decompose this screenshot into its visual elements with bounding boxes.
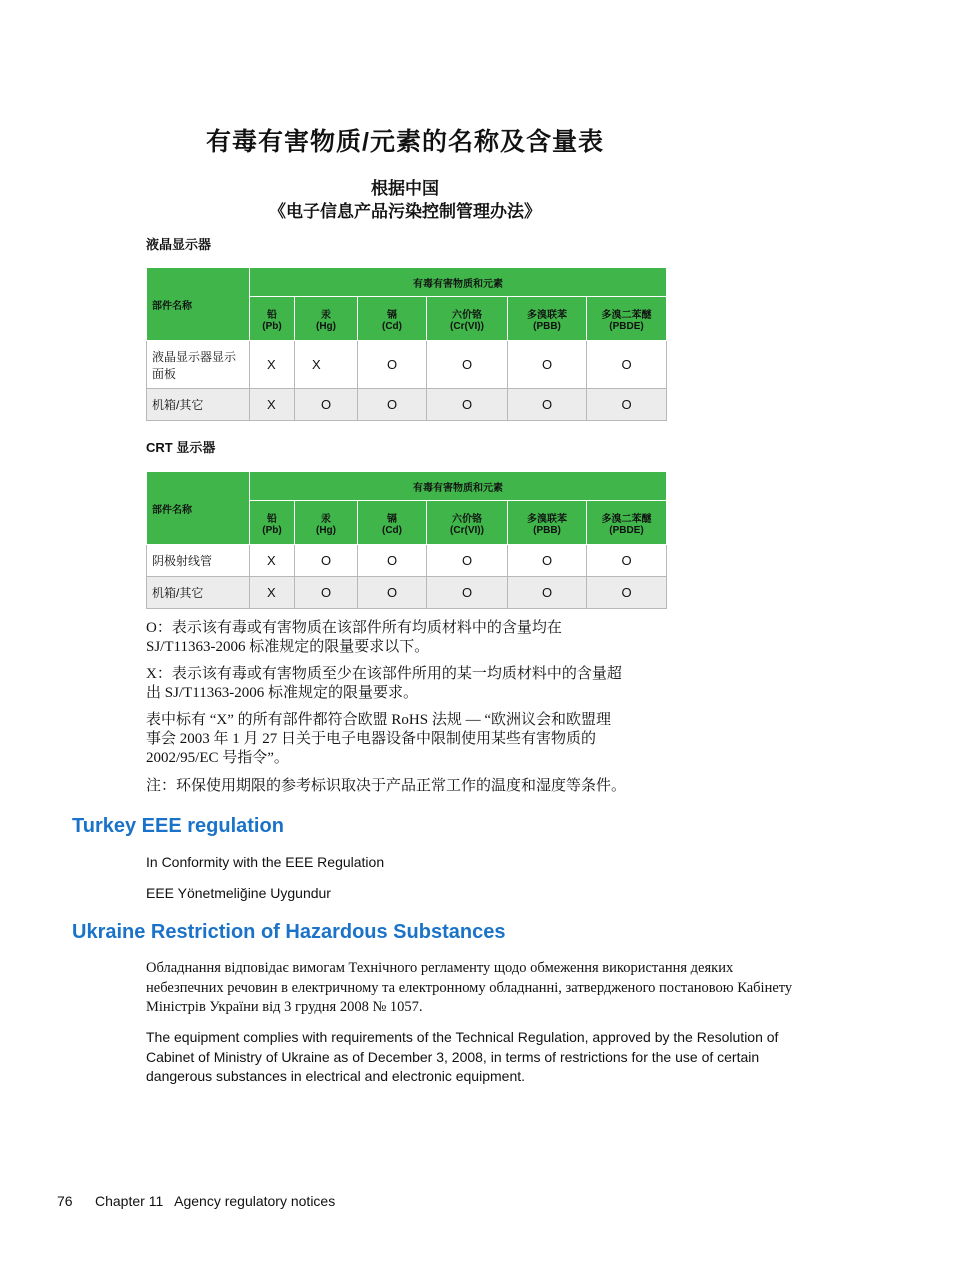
column-header: 铅 (Pb) — [250, 501, 295, 545]
note-o-definition: O：表示该有毒或有害物质在该部件所有均质材料中的含量均在 SJ/T11363-2006 标准规定的限量要求以下。 — [146, 620, 562, 655]
part-name: 机箱/其它 — [147, 577, 250, 609]
ukraine-paragraph-ua: Обладнання відповідає вимогам Технічного регламенту щодо обмеження використання деяких небезпечних речовин в електричному та електронному обладнанні, затвердженого постановою Кабінету Міністрів України від 3 грудня 2008 № 1057. — [146, 960, 793, 1015]
cell-value: O — [508, 545, 587, 577]
cell-value: O — [508, 341, 587, 389]
cell-value: O — [508, 577, 587, 609]
ukraine-paragraph-en: The equipment complies with requirements of the Technical Regulation, approved by the Resolution of Cabinet of Ministry of Ukraine as of December 3, 2008, in terms of restrictions for the use of certain dangerous substances in electrical and electronic equipment. — [146, 1029, 779, 1084]
cell-value: O — [427, 545, 508, 577]
part-name: 液晶显示器显示面板 — [147, 341, 250, 389]
column-header: 铅 (Pb) — [250, 297, 295, 341]
document-subtitle-line2: 《电子信息产品污染控制管理办法》 — [269, 202, 541, 221]
cell-value: O — [427, 577, 508, 609]
column-header: 多溴二苯醚 (PBDE) — [587, 501, 667, 545]
note-rohs-compliance: 表中标有 “X” 的所有部件都符合欧盟 RoHS 法规 — “欧洲议会和欧盟理 事会 2003 年 1 月 27 日关于电子电器设备中限制使用某些有害物质的 2002/95/EC 号指令”。 — [146, 712, 611, 766]
note-x-definition: X：表示该有毒或有害物质至少在该部件所用的某一均质材料中的含量超 出 SJ/T11363-2006 标准规定的限量要求。 — [146, 666, 622, 701]
document-subtitle-line1: 根据中国 — [371, 179, 439, 198]
document-title: 有毒有害物质/元素的名称及含量表 — [206, 128, 604, 156]
cell-value: O — [587, 341, 667, 389]
column-header: 多溴联苯 (PBB) — [508, 501, 587, 545]
cell-value: O — [295, 389, 358, 421]
turkey-conformity-tr: EEE Yönetmeliğine Uygundur — [146, 885, 331, 901]
column-header: 多溴联苯 (PBB) — [508, 297, 587, 341]
cell-value: O — [587, 577, 667, 609]
table-label-crt: CRT 显示器 — [146, 440, 216, 455]
page-number: 76 — [57, 1193, 73, 1209]
cell-value: O — [508, 389, 587, 421]
table-label-lcd: 液晶显示器 — [146, 237, 212, 252]
column-header: 汞 (Hg) — [295, 501, 358, 545]
cell-value: X — [250, 577, 295, 609]
table-row — [147, 341, 667, 389]
cell-value: O — [587, 389, 667, 421]
cell-value: X — [295, 341, 358, 389]
column-header: 多溴二苯醚 (PBDE) — [587, 297, 667, 341]
part-name: 阴极射线管 — [147, 545, 250, 577]
column-header: 镉 (Cd) — [358, 501, 427, 545]
chapter-title: Chapter 11 Agency regulatory notices — [95, 1193, 336, 1209]
turkey-conformity-en: In Conformity with the EEE Regulation — [146, 854, 385, 870]
section-heading-ukraine: Ukraine Restriction of Hazardous Substances — [72, 921, 506, 943]
column-header: 镉 (Cd) — [358, 297, 427, 341]
part-name: 机箱/其它 — [147, 389, 250, 421]
table-header-part: 部件名称 — [147, 268, 250, 341]
cell-value: X — [250, 389, 295, 421]
rohs-table-crt — [146, 471, 667, 609]
table-header-group: 有毒有害物质和元素 — [250, 268, 667, 297]
section-heading-turkey: Turkey EEE regulation — [72, 815, 284, 837]
table-header-group: 有毒有害物质和元素 — [250, 472, 667, 501]
column-header: 六价铬 (Cr(VI)) — [427, 501, 508, 545]
cell-value: O — [587, 545, 667, 577]
rohs-table-lcd — [146, 267, 667, 421]
cell-value: O — [295, 577, 358, 609]
cell-value: O — [295, 545, 358, 577]
cell-value: O — [358, 577, 427, 609]
cell-value: X — [250, 545, 295, 577]
table-header-part: 部件名称 — [147, 472, 250, 545]
cell-value: O — [427, 389, 508, 421]
cell-value: O — [358, 341, 427, 389]
column-header: 汞 (Hg) — [295, 297, 358, 341]
table-row — [147, 545, 667, 577]
cell-value: X — [250, 341, 295, 389]
note-environmental: 注：环保使用期限的参考标识取决于产品正常工作的温度和湿度等条件。 — [146, 778, 627, 794]
table-row — [147, 389, 667, 421]
column-header: 六价铬 (Cr(VI)) — [427, 297, 508, 341]
cell-value: O — [358, 545, 427, 577]
table-row — [147, 577, 667, 609]
cell-value: O — [427, 341, 508, 389]
cell-value: O — [358, 389, 427, 421]
